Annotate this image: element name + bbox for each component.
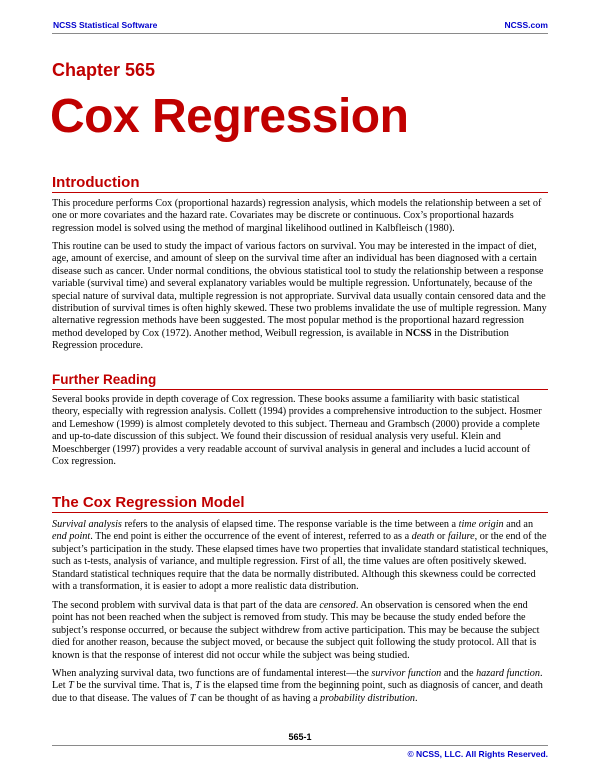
header-software-name: NCSS Statistical Software (53, 20, 158, 30)
model-p1-text-a: refers to the analysis of elapsed time. The response variable is the time between a (121, 519, 459, 530)
term-censored: censored (319, 600, 356, 611)
model-p1-text-d: or (434, 531, 448, 543)
model-paragraph-3 (52, 668, 549, 705)
section-rule-cox-model (52, 512, 548, 513)
section-rule-further-reading (52, 389, 548, 390)
term-hazard-function: hazard function (476, 668, 540, 679)
chapter-number: Chapter 565 (52, 60, 156, 80)
introduction-paragraph-2 (52, 241, 549, 353)
header-divider (52, 33, 548, 34)
intro-p2-text-b: in the Distribution Regression procedure. (52, 327, 509, 352)
model-p1-text-c: . The end point is either the occurrence of the event of interest, referred to as a (90, 531, 412, 543)
section-heading-cox-model: The Cox Regression Model (52, 494, 245, 511)
page-title: Cox Regression (50, 90, 409, 143)
intro-p2-ncss: NCSS (405, 327, 432, 339)
term-death: death (411, 531, 435, 543)
model-p3-text-d: be the survival time. That is, (73, 680, 195, 692)
model-p3-text-f: can be thought of as having a (195, 692, 321, 704)
model-p1-text-b: and an (503, 519, 534, 530)
symbol-T-3: T (189, 692, 196, 704)
model-p3-text-b: and the (441, 668, 477, 679)
footer-divider (52, 745, 548, 746)
section-heading-introduction: Introduction (52, 174, 140, 191)
section-heading-further-reading: Further Reading (52, 372, 157, 387)
symbol-T-1: T (68, 680, 74, 692)
term-survival-analysis: Survival analysis (52, 519, 122, 530)
model-p3-text-c: . Let (52, 668, 543, 692)
symbol-T-2: T (195, 680, 201, 692)
term-survivor-function: survivor function (371, 668, 442, 679)
model-p2-text-a: The second problem with survival data is that part of the data are (52, 600, 320, 611)
term-probability-distribution: probability distribution (320, 692, 416, 704)
term-failure: failure (447, 531, 475, 543)
model-paragraph-1 (52, 519, 549, 593)
model-p3-text-g: . (415, 692, 418, 704)
model-p3-text-a: When analyzing survival data, two functions are of fundamental interest—the (52, 668, 372, 679)
footer-copyright: © NCSS, LLC. All Rights Reserved. (407, 749, 548, 759)
page-number: 565-1 (288, 732, 312, 742)
model-p2-text-b: . An observation is censored when the end point has not been reached when the subject is removed from study. This may be because the study ended before the subject’s response occurred, or because the subject withdrew from active participation. This may be because the subject died for another reason, because the subject moved, or because the subject quit following the study protocol. All that is known is that the response of interest did not occur while the subject was being studied. (52, 600, 540, 661)
model-paragraph-2 (52, 600, 549, 662)
further-reading-paragraph: Several books provide in depth coverage of Cox regression. These books assume a familiarity with basic statistical theory, especially with regression analysis. Collett (1994) provides a comprehensive introduction to the subject. Hosmer and Lemeshow (1999) is almost completely devoted to this subject. Therneau and Grambsch (2000) provide a complete and up-to-date discussion of this subject. We found their discussion of residual analysis very useful. Klein and Moeschberger (1997) provides a very readable account of survival analysis in general and includes a lucid account of Cox regression. (52, 394, 542, 468)
section-rule-introduction (52, 192, 548, 193)
term-end-point: end point (52, 531, 91, 543)
header-website-link[interactable]: NCSS.com (504, 20, 548, 30)
introduction-paragraph-1: This procedure performs Cox (proportional hazards) regression analysis, which models the relationship between a set of one or more covariates and the hazard rate. Covariates may be discrete or continuous. Cox’s proportional hazards regression model is solved using the method of marginal likelihood outlined in Kalbfleisch (1980). (52, 198, 542, 234)
model-p1-text-e: , or the end of the subject’s participation in the study. These elapsed times have two properties that invalidate standard statistical techniques, such as t-tests, analysis of variance, and multiple regression. First of all, the time values are often positively skewed. Standard statistical techniques require that the data be normally distributed. Although this skewness could be corrected with a transformation, it is easier to adopt a more realistic data distribution. (52, 531, 549, 593)
intro-p2-text-a: This routine can be used to study the impact of various factors on survival. You may be interested in the impact of diet, age, amount of exercise, and amount of sleep on the survival time after an individual has been diagnosed with a certain disease such as cancer. Under normal conditions, the obvious statistical tool to study the relationship between a response variable (survival time) and several explanatory variables would be multiple regression. Unfortunately, because of the special nature of survival data, multiple regression is not appropriate. Survival data usually contain censored data and the distribution of survival times is often highly skewed. These two problems invalidate the use of multiple regression. Many alternative regression methods have been suggested. The most popular method is the proportional hazard regression method developed by Cox (1972). Another method, Weibull regression, is available in (52, 241, 547, 339)
term-time-origin: time origin (458, 519, 504, 530)
model-p3-text-e: is the elapsed time from the beginning point, such as diagnosis of cancer, and death due to that disease. The values of (52, 680, 543, 704)
